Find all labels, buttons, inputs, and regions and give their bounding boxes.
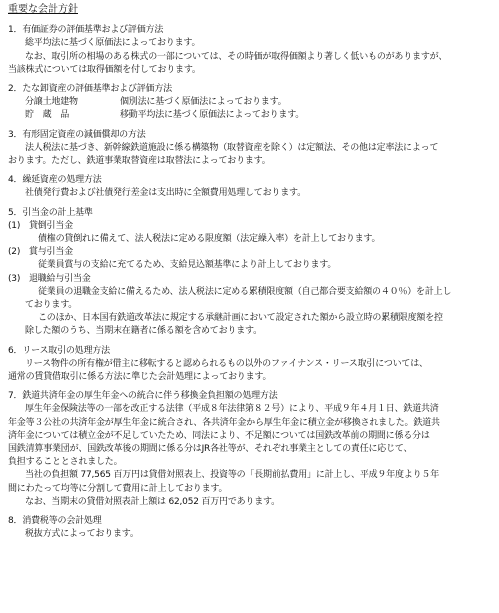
row-value: 移動平均法に基づく原価法によっております。: [120, 110, 305, 121]
section-7-line: 済年金については積立金が不足していたため、同法により、不足額については国鉄改革前の期間に係る分は: [8, 430, 430, 441]
section-4-heading: 4．繰延資産の処理方法: [8, 175, 102, 186]
section-1-line: 当該株式については取得価額を付しております。: [8, 64, 201, 75]
section-1-line: なお、取引所の相場のある株式の一部については、その時価が取得価額より著しく低いものがありますが、: [25, 51, 448, 62]
row-value: 個別法に基づく原価法によっております。: [120, 97, 287, 108]
section-7-line: 年金等３公社の共済年金が厚生年金に統合され、各共済年金から厚生年金に積立金が移換されました。鉄道共: [8, 417, 440, 428]
subsection-label: (3) 退職給与引当金: [8, 273, 91, 284]
section-7-line: 間にわたって均等に分割して費用に計上しております。: [8, 483, 228, 494]
page-title: 重要な会計方針: [8, 4, 78, 15]
section-2-row: [25, 96, 286, 109]
subsection-label: (1) 貸倒引当金: [8, 220, 73, 231]
section-5-heading: 5．引当金の計上基準: [8, 207, 93, 218]
section-5-tail: このほか、日本国有鉄道改革法に規定する承継計画において設定された額から設立時の累積限度額を控: [38, 313, 443, 324]
section-7-line: 当社の負担額 77,565 百万円は貸借対照表上、投資等の「長期前払費用」に計上し、平成９年度より５年: [25, 470, 440, 481]
section-8-line: 税抜方式によっております。: [25, 529, 139, 540]
section-4-line: 社債発行費および社債発行差金は支出時に全額費用処理しております。: [25, 188, 306, 199]
section-2-row: [25, 109, 304, 122]
row-label: 分譲土地建物: [25, 97, 78, 108]
section-7-heading: 7．鉄道共済年金の厚生年金への統合に伴う移換金負担額の処理方法: [8, 391, 278, 402]
section-1-heading: 1．有価証券の評価基準および評価方法: [8, 25, 164, 36]
section-6-heading: 6．リース取引の処理方法: [8, 345, 110, 356]
section-3-line: おります。ただし、鉄道事業取替資産は取替法によっております。: [8, 156, 271, 166]
section-3-heading: 3．有形固定資産の減価償却の方法: [8, 129, 146, 140]
section-7-line: 負担することとされました。: [8, 457, 123, 468]
section-7-line: なお、当期末の貸借対照表計上額は 62,052 百万円であります。: [25, 496, 280, 507]
section-3-line: 法人税法に基づき、新幹線鉄道施設に係る構築物（取替資産を除く）は定額法、その他は定率法によって: [25, 142, 439, 153]
subsection-line: ております。: [25, 300, 78, 310]
section-8-heading: 8．消費税等の会計処理: [8, 516, 102, 526]
section-7-line: 厚生年金保険法等の一部を改正する法律（平成８年法律第８２号）により、平成９年４月１日、鉄道共済: [25, 404, 439, 415]
section-5-tail: 除した額のうち、当期末在籍者に係る額を含めております。: [25, 326, 262, 337]
subsection-line: 債権の貸倒れに備えて、法人税法に定める限度額（法定繰入率）を計上しております。: [38, 234, 381, 244]
section-6-line: 通常の賃貸借取引に係る方法に準じた会計処理によっております。: [8, 372, 272, 382]
section-1-line: 総平均法に基づく原価法によっております。: [25, 38, 201, 49]
section-2-heading: 2．たな卸資産の評価基準および評価方法: [8, 84, 172, 94]
subsection-line: 従業員の退職金支給に備えるため、法人税法に定める累積限度額（自己都合要支給額の４０％）を計上し: [38, 286, 452, 297]
section-7-line: 国鉄清算事業団が、国鉄改革後の期間に係る分はJR各社等が、それぞれ事業主としての責任に応じて、: [8, 444, 413, 454]
subsection-label: (2) 賞与引当金: [8, 247, 73, 258]
row-label: 貯 蔵 品: [25, 110, 70, 121]
section-6-line: リース物件の所有権が借主に移転すると認められるもの以外のファイナンス・リース取引については、: [25, 358, 428, 369]
subsection-line: 従業員賞与の支給に充てるため、支給見込額基準により計上しております。: [38, 260, 337, 271]
